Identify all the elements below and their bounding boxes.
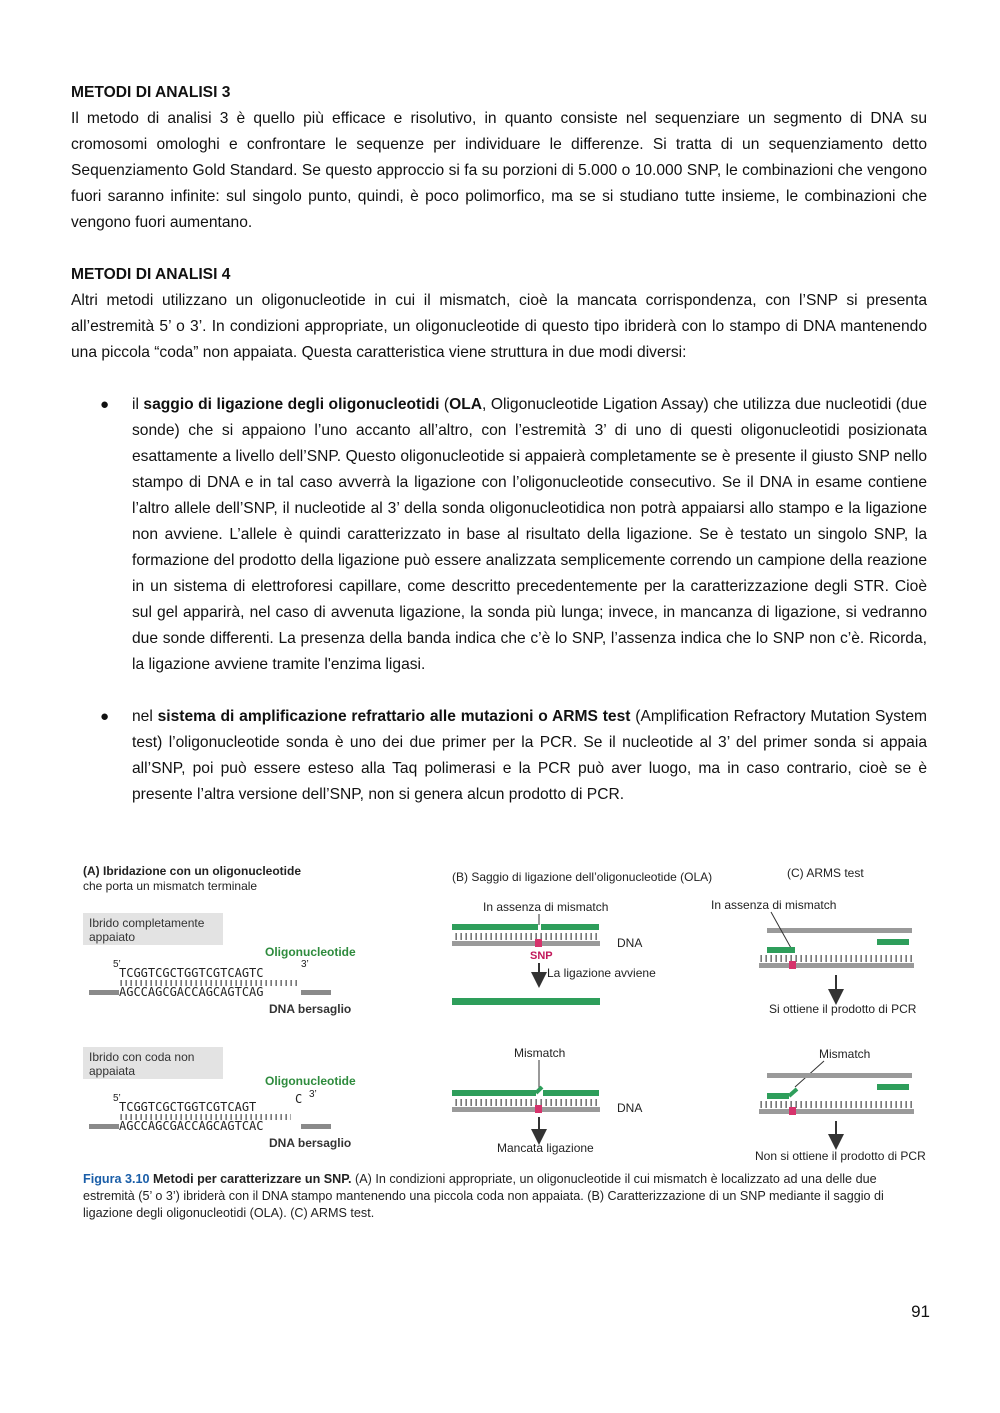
bold-term: saggio di ligazione degli oligonucleotidi xyxy=(143,396,440,413)
list-item-ola xyxy=(71,392,927,678)
unpaired-tail xyxy=(789,1089,797,1096)
box-fully-paired-line-1: Ibrido completamente xyxy=(89,916,205,930)
dna-strand-c1 xyxy=(759,963,914,968)
section-4-body: Altri metodi utilizzano un oligonucleotide in cui il mismatch, cioè la mancata corrispondenza, con l’SNP si presenta all’estremità 5’ o 3’. In condizioni appropriate, un oligonucleotide di questo tipo ibriderà con lo stampo di DNA mantenendo una piccola “coda” non appaiata. Questa caratteristica viene struttura in due modi diversi: xyxy=(71,292,927,361)
panel-b-mismatch: Mismatch xyxy=(514,1046,566,1060)
text-run: ( xyxy=(439,396,450,413)
unpaired-tail-base: C xyxy=(295,1092,303,1106)
prime-3-label-1: 3’ xyxy=(301,959,309,970)
list-item-text xyxy=(132,704,927,808)
panel-c-no-mismatch: In assenza di mismatch xyxy=(711,898,837,912)
sequence-top-1: TCGGTCGCTGGTCGTCAGTC xyxy=(119,966,264,980)
ola-probe-right-mismatch xyxy=(543,1090,599,1096)
snp-marker xyxy=(535,1105,542,1113)
dna-strand-end xyxy=(301,990,331,995)
text-run: (Amplification Refractory Mutation System test) l’oligonucleotide sonda è uno dei due primer per la PCR. Se il nucleotide al 3’ del primer sonda si appaia all’SNP, poi può essere esteso alla Taq polimerasi e la PCR può aver luogo, ma in caso contrario, cioè se è presente l’altra versione dell’SNP, non si genera alcun prodotto di PCR. xyxy=(132,708,927,803)
figure-caption xyxy=(83,1171,913,1222)
snp-marker xyxy=(789,1107,796,1115)
caption-title: Metodi per caratterizzare un SNP. xyxy=(153,1172,352,1186)
panel-b-dna-label-2: DNA xyxy=(617,1101,643,1115)
prime-3-label-2: 3’ xyxy=(309,1089,317,1100)
dna-strand-b1 xyxy=(452,941,600,946)
panel-b-dna-label-1: DNA xyxy=(617,936,643,950)
ola-probe-right xyxy=(541,924,599,930)
caption-text: (A) In condizioni appropriate, un oligonucleotide il cui mismatch è localizzato ad una delle due estremità (5’ o 3’) ibriderà con il DNA stampo mantenendo una piccola coda non appaiata. (B) Caratterizzazione di un SNP mediante il saggio di ligazione degli oligonucleotidi (OLA). (C) ARMS test. xyxy=(83,1172,884,1220)
panel-b-title: (B) Saggio di ligazione dell’oligonucleotide (OLA) xyxy=(452,870,713,884)
panel-b-no-mismatch: In assenza di mismatch xyxy=(483,900,609,914)
dna-target-label-2: DNA bersaglio xyxy=(269,1136,352,1150)
base-pair-ticks-c1 xyxy=(759,955,914,962)
box-unpaired-tail-line-2: appaiata xyxy=(89,1064,136,1078)
pcr-fail-label: Non si ottiene il prodotto di PCR xyxy=(755,1149,926,1163)
snp-marker xyxy=(535,939,542,947)
unpaired-tail xyxy=(536,1087,542,1093)
dna-strand-c2 xyxy=(759,1109,914,1114)
ola-probe-left-mismatch xyxy=(452,1090,536,1096)
figure-3-10 xyxy=(79,855,934,1227)
sequence-top-2: TCGGTCGCTGGTCGTCAGT xyxy=(119,1100,257,1114)
box-unpaired-tail-line-1: Ibrido con coda non xyxy=(89,1050,195,1064)
method-list xyxy=(71,392,927,808)
page-number: 91 xyxy=(911,1302,930,1321)
text-run: il xyxy=(132,396,144,413)
arms-reverse-primer xyxy=(877,1084,909,1090)
snp-label: SNP xyxy=(530,950,553,962)
page-content xyxy=(71,80,927,808)
dna-strand-end xyxy=(301,1124,331,1129)
figure-diagram xyxy=(79,855,934,1170)
base-pair-ticks-c2 xyxy=(759,1101,914,1108)
text-run: , Oligonucleotide Ligation Assay) che utilizza due nucleotidi (due sonde) che si appaiono l’uno accanto all’altro, con l’estremità 3’ di uno di questi oligonucleotidi posizionata esattamente a livello dell’SNP. Questo oligonucleotide si appaierà completamente se è presente il giusto SNP nello stampo di DNA e in tal caso avverrà la ligazione con l’oligonucleotide consecutivo. Se il DNA in esame contiene l’altro allele dell’SNP, il nucleotide al 3’ della sonda oligonucleotidica non potrà appaiarsi allo stampo e la ligazione non avviene. L’allele è quindi caratterizzato in base al risultato della ligazione. Se è testato un singolo SNP, la formazione del prodotto della ligazione può essere analizzata semplicemente correndo un campione della reazione in un sistema di elettroforesi capillare, come descritto precedentemente per la caratterizzazione degli STR. Cioè sul gel apparirà, nel caso di avvenuta ligazione, la sonda più lunga; invece, in mancanza di ligazione, si vedranno due sonde differenti. La presenza della banda indica che c’è lo SNP, l’assenza indica che lo SNP non c’è. Ricorda, la ligazione avviene tramite l'enzima ligasi. xyxy=(132,396,928,673)
figure-label: Figura 3.10 xyxy=(83,1172,150,1186)
dna-strand-c1-top xyxy=(767,928,912,933)
dna-strand-end xyxy=(89,1124,119,1129)
pcr-ok-label: Si ottiene il prodotto di PCR xyxy=(769,1002,917,1016)
no-ligation-label: Mancata ligazione xyxy=(497,1141,594,1155)
section-3-heading: METODI DI ANALISI 3 xyxy=(71,84,231,101)
snp-marker xyxy=(789,961,796,969)
section-3-body: Il metodo di analisi 3 è quello più efficace e risolutivo, in quanto consiste nel sequenziare un segmento di DNA su cromosomi omologhi e confrontare le sequenze per individuare le differenze. Si tratta di un sequenziamento detto Sequenziamento Gold Standard. Se questo approccio si fa su porzioni di 5.000 o 10.000 SNP, le combinazioni che vengono fuori saranno infinite: sul singolo punto, quindi, è poco polimorfico, ma se si studiano tutte insieme, le combinazioni che vengono fuori aumentano. xyxy=(71,110,927,231)
sequence-bottom-1: AGCCAGCGACCAGCAGTCAG xyxy=(119,985,264,999)
bullet-marker: ● xyxy=(100,708,110,725)
bold-term: OLA xyxy=(449,396,483,413)
panel-a-title-2: che porta un mismatch terminale xyxy=(83,879,258,893)
arms-reverse-primer xyxy=(877,939,909,945)
bullet-marker: ● xyxy=(100,396,110,413)
base-pair-ticks-b2 xyxy=(452,1099,600,1106)
dna-strand-c2-top xyxy=(767,1073,912,1078)
arms-primer-mismatch xyxy=(767,1093,789,1099)
ola-probe-left xyxy=(452,924,538,930)
dna-target-label-1: DNA bersaglio xyxy=(269,1002,352,1016)
prime-5-label-1: 5’ xyxy=(113,959,121,970)
oligo-label-1: Oligonucleotide xyxy=(265,945,356,959)
ligation-ok-label: La ligazione avviene xyxy=(547,966,656,980)
arms-primer-paired xyxy=(767,947,795,953)
text-run: nel xyxy=(132,708,158,725)
section-4-heading: METODI DI ANALISI 4 xyxy=(71,266,231,283)
prime-5-label-2: 5’ xyxy=(113,1093,121,1104)
dna-strand-end xyxy=(89,990,119,995)
ligated-product xyxy=(452,998,600,1005)
list-item-arms xyxy=(71,704,927,808)
box-fully-paired-line-2: appaiato xyxy=(89,930,136,944)
sequence-bottom-2: AGCCAGCGACCAGCAGTCAC xyxy=(119,1119,264,1133)
base-pair-ticks-b1 xyxy=(452,933,600,940)
panel-a-title-1: (A) Ibridazione con un oligonucleotide xyxy=(83,864,301,878)
panel-c-title: (C) ARMS test xyxy=(787,866,864,880)
panel-c-mismatch: Mismatch xyxy=(819,1047,871,1061)
list-item-text xyxy=(132,392,927,678)
dna-strand-b2 xyxy=(452,1107,600,1112)
bold-term: sistema di amplificazione refrattario alle mutazioni o ARMS test xyxy=(157,708,631,725)
oligo-label-2: Oligonucleotide xyxy=(265,1074,356,1088)
